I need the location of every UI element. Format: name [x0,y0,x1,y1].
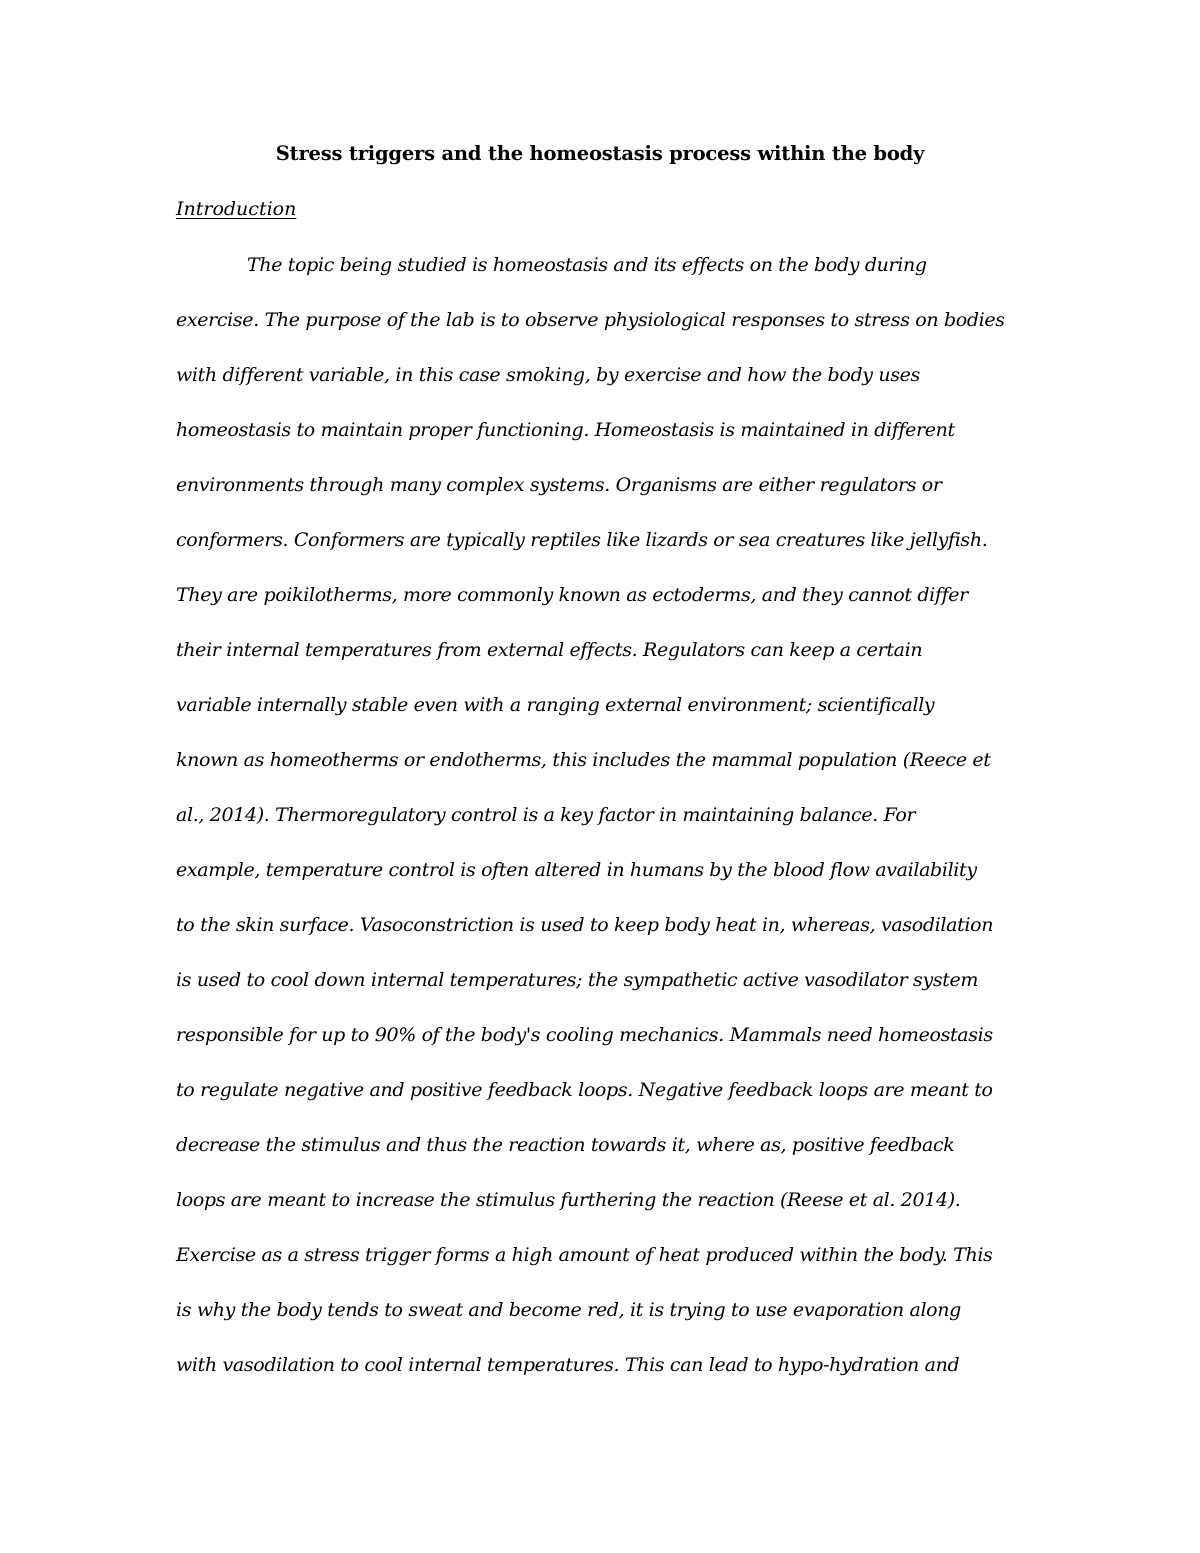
paragraph-line: variable internally stable even with a ranging external environment; scientifically [176,694,935,716]
paragraph-line: The topic being studied is homeostasis and its effects on the body during [247,254,927,276]
document-title: Stress triggers and the homeostasis process within the body [275,142,925,165]
paragraph-line: with vasodilation to cool internal temperatures. This can lead to hypo-hydration and [176,1354,960,1376]
paragraph-line: conformers. Conformers are typically reptiles like lizards or sea creatures like jellyfish. [176,529,988,551]
paragraph-line: decrease the stimulus and thus the reaction towards it, where as, positive feedback [176,1134,955,1156]
paragraph-line: loops are meant to increase the stimulus furthering the reaction (Reese et al. 2014). [176,1189,961,1211]
paragraph-line: is used to cool down internal temperatures; the sympathetic active vasodilator system [176,969,979,991]
paragraph-line: Exercise as a stress trigger forms a high amount of heat produced within the body. This [176,1244,993,1266]
paragraph-line: known as homeotherms or endotherms, this includes the mammal population (Reece et [176,749,991,771]
section-heading-introduction: Introduction [176,198,297,220]
paragraph-line: responsible for up to 90% of the body's cooling mechanics. Mammals need homeostasis [176,1024,993,1046]
paragraph-line: to the skin surface. Vasoconstriction is used to keep body heat in, whereas, vasodilation [176,914,994,936]
paragraph-line: example, temperature control is often altered in humans by the blood flow availability [176,859,977,881]
paragraph-line: al., 2014). Thermoregulatory control is a key factor in maintaining balance. For [176,804,916,826]
paragraph-line: They are poikilotherms, more commonly known as ectoderms, and they cannot differ [176,584,968,606]
paragraph-line: exercise. The purpose of the lab is to observe physiological responses to stress on bodies [176,309,1005,331]
paragraph-line: environments through many complex systems. Organisms are either regulators or [176,474,942,496]
paragraph-line: their internal temperatures from external effects. Regulators can keep a certain [176,639,923,661]
paragraph-line: with different variable, in this case smoking, by exercise and how the body uses [176,364,920,386]
paragraph-line: to regulate negative and positive feedback loops. Negative feedback loops are meant to [176,1079,993,1101]
paragraph-line: is why the body tends to sweat and become red, it is trying to use evaporation along [176,1299,961,1321]
paragraph-line: homeostasis to maintain proper functioning. Homeostasis is maintained in different [176,419,955,441]
